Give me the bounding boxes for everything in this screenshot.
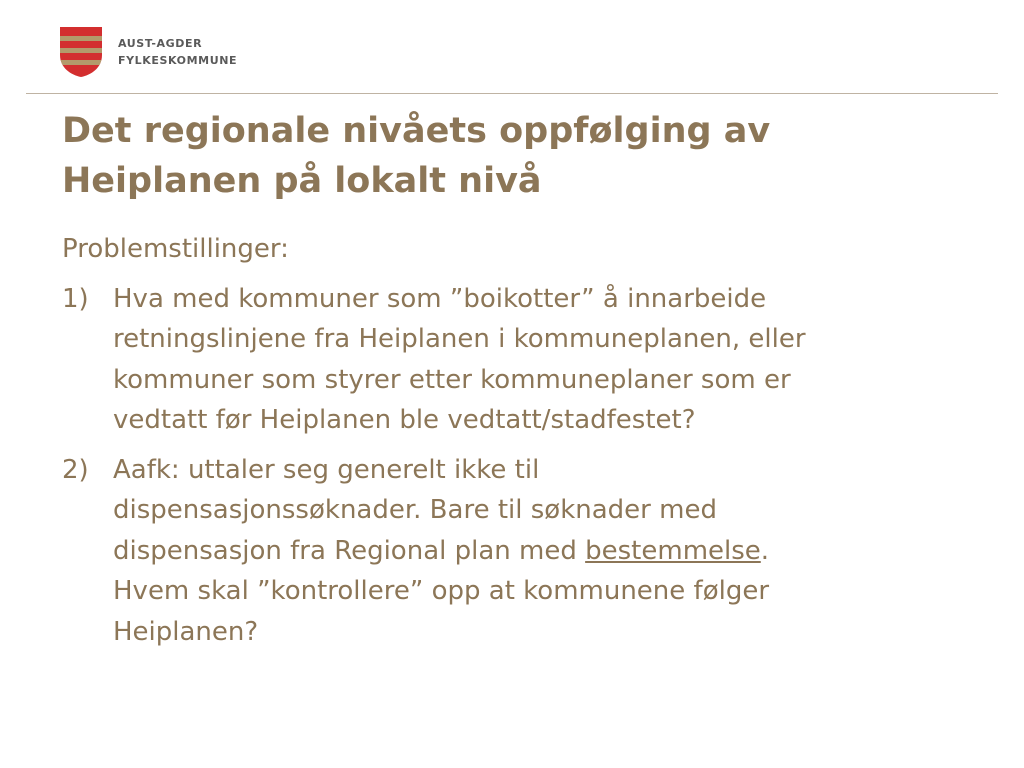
list-item-text — [113, 450, 769, 653]
header-divider — [26, 93, 998, 94]
list-item-line: Hvem skal ”kontrollere” opp at kommunene følger — [113, 576, 770, 606]
list-item-line — [113, 531, 769, 572]
slide-body — [62, 229, 962, 652]
list-item-number: 1) — [62, 283, 89, 314]
slide-title — [62, 106, 962, 206]
slide-title-line2: Heiplanen på lokalt nivå — [62, 161, 542, 201]
list-item-text — [113, 279, 806, 441]
slide-subtitle: Problemstillinger: — [62, 234, 289, 264]
list-item-line: Heiplanen? — [113, 616, 259, 647]
list-item-line: Aafk: uttaler seg generelt ikke til — [113, 454, 540, 485]
list-item-2 — [62, 450, 962, 653]
list-item-line: Hva med kommuner som ”boikotter” å innarbeide — [113, 283, 767, 314]
slide-title-line1: Det regionale nivåets oppfølging av — [62, 111, 771, 151]
coat-of-arms-icon — [60, 27, 102, 77]
logo-text — [118, 35, 237, 69]
list-item-number: 2) — [62, 454, 89, 485]
list-item-text-segment: dispensasjon fra Regional plan med — [113, 535, 586, 566]
list-item-line: vedtatt før Heiplanen ble vedtatt/stadfestet? — [113, 405, 696, 435]
logo — [60, 27, 237, 77]
underlined-term: bestemmelse — [585, 535, 761, 566]
list-item-line: kommuner som styrer etter kommuneplaner som er — [113, 364, 791, 395]
list-item-1 — [62, 279, 962, 441]
logo-text-line2: FYLKESKOMMUNE — [118, 54, 238, 67]
list-item-line: retningslinjene fra Heiplanen i kommuneplanen, eller — [113, 324, 806, 354]
list-item-text-segment: . — [760, 535, 770, 566]
list-item-line: dispensasjonssøknader. Bare til søknader med — [113, 495, 717, 525]
logo-text-line1: AUST-AGDER — [118, 37, 203, 50]
